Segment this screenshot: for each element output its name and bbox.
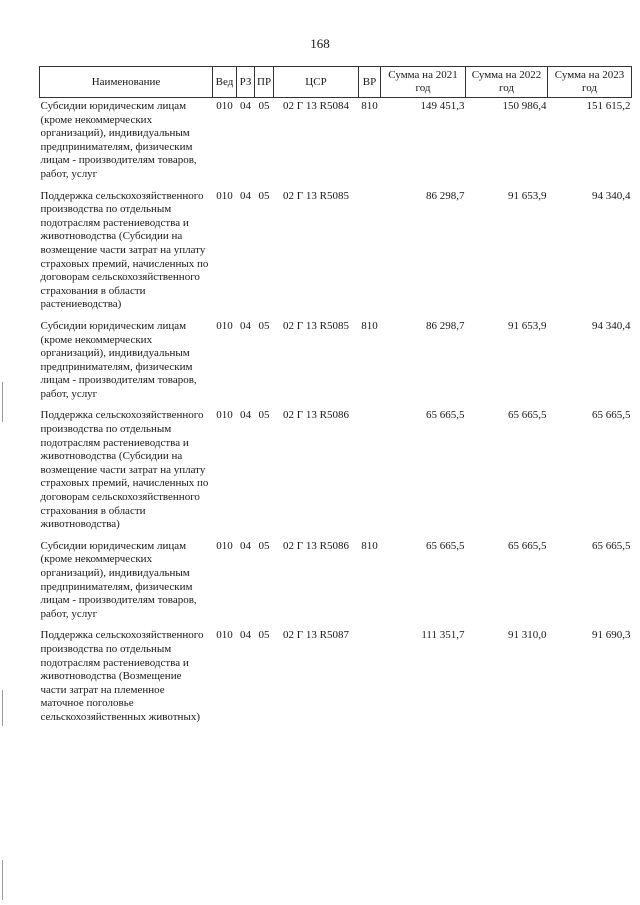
header-sum-2022: Сумма на 2022 год bbox=[466, 67, 548, 98]
row-pr: 05 bbox=[258, 319, 270, 332]
row-pr: 05 bbox=[258, 189, 270, 202]
row-ved: 010 bbox=[216, 409, 233, 422]
header-pr: ПР bbox=[255, 67, 274, 98]
row-vr: 810 bbox=[361, 319, 378, 332]
row-sum-2023: 94 340,4 bbox=[592, 189, 631, 202]
row-sum-2023: 65 665,5 bbox=[592, 539, 631, 552]
row-ved: 010 bbox=[216, 539, 233, 552]
row-name: Поддержка сельскохозяйственного производства по отдельным подотраслям растениеводства и животноводства (Субсидии на возмещение части затрат на уплату страховых премий, начисленных по договорам сельскохозяйственного страхования в области растениеводства) bbox=[40, 189, 209, 311]
row-sum-2021: 65 665,5 bbox=[426, 409, 465, 422]
header-name: Наименование bbox=[40, 67, 213, 98]
row-rz: 04 bbox=[240, 319, 251, 332]
row-rz: 04 bbox=[240, 100, 251, 112]
table-row bbox=[40, 627, 632, 730]
row-sum-2021: 86 298,7 bbox=[426, 189, 465, 202]
row-sum-2023: 91 690,3 bbox=[592, 629, 631, 642]
row-sum-2023: 94 340,4 bbox=[592, 319, 631, 332]
header-rz: РЗ bbox=[237, 67, 255, 98]
row-rz: 04 bbox=[240, 409, 251, 422]
table-row bbox=[40, 318, 632, 408]
row-sum-2021: 111 351,7 bbox=[421, 629, 465, 642]
row-ved: 010 bbox=[216, 189, 233, 202]
table-header-row bbox=[40, 67, 632, 98]
header-vr: ВР bbox=[359, 67, 381, 98]
row-vr bbox=[359, 407, 381, 537]
row-vr: 810 bbox=[361, 539, 378, 552]
row-sum-2022: 91 310,0 bbox=[508, 629, 547, 642]
budget-table bbox=[39, 66, 632, 731]
row-rz: 04 bbox=[240, 189, 251, 202]
row-vr bbox=[359, 188, 381, 318]
row-pr: 05 bbox=[258, 629, 270, 642]
row-vr: 810 bbox=[361, 100, 378, 112]
header-ved: Вед bbox=[213, 67, 237, 98]
table-row bbox=[40, 407, 632, 537]
row-pr: 05 bbox=[258, 100, 270, 112]
row-name: Субсидии юридическим лицам (кроме некоммерческих организаций), индивидуальным предпринимателям, физическим лицам - производителям товаров, работ, услуг bbox=[40, 319, 197, 400]
table-row bbox=[40, 188, 632, 318]
header-csr: ЦСР bbox=[274, 67, 359, 98]
row-name: Поддержка сельскохозяйственного производства по отдельным подотраслям растениеводства и животноводства (Субсидии на возмещение части затрат на уплату страховых премий, начисленных по договорам сельскохозяйственного страхования в области животноводства) bbox=[40, 409, 209, 531]
row-sum-2022: 65 665,5 bbox=[508, 539, 547, 552]
row-sum-2022: 150 986,4 bbox=[502, 100, 547, 112]
table-row bbox=[40, 98, 632, 188]
row-csr: 02 Г 13 R5086 bbox=[283, 539, 349, 552]
row-name: Субсидии юридическим лицам (кроме некоммерческих организаций), индивидуальным предпринимателям, физическим лицам - производителям товаров, работ, услуг bbox=[40, 100, 197, 180]
row-name: Поддержка сельскохозяйственного производства по отдельным подотраслям растениеводства и животноводства (Возмещение части затрат на племенное маточное поголовье сельскохозяйственных животных) bbox=[40, 629, 204, 723]
header-sum-2023: Сумма на 2023 год bbox=[548, 67, 632, 98]
page-number: 168 bbox=[310, 36, 330, 51]
row-sum-2023: 65 665,5 bbox=[592, 409, 631, 422]
row-sum-2021: 65 665,5 bbox=[426, 539, 465, 552]
scan-edge-mark bbox=[2, 690, 3, 726]
row-pr: 05 bbox=[258, 539, 270, 552]
header-sum-2021: Сумма на 2021 год bbox=[381, 67, 466, 98]
row-name: Субсидии юридическим лицам (кроме некоммерческих организаций), индивидуальным предпринимателям, физическим лицам - производителям товаров, работ, услуг bbox=[40, 539, 197, 620]
row-ved: 010 bbox=[216, 629, 233, 642]
row-csr: 02 Г 13 R5085 bbox=[283, 319, 349, 332]
row-sum-2021: 86 298,7 bbox=[426, 319, 465, 332]
row-sum-2023: 151 615,2 bbox=[586, 100, 631, 112]
row-sum-2022: 91 653,9 bbox=[508, 189, 547, 202]
row-csr: 02 Г 13 R5084 bbox=[283, 100, 349, 112]
row-csr: 02 Г 13 R5087 bbox=[283, 629, 349, 642]
row-csr: 02 Г 13 R5086 bbox=[283, 409, 349, 422]
row-sum-2022: 91 653,9 bbox=[508, 319, 547, 332]
row-pr: 05 bbox=[258, 409, 270, 422]
row-vr bbox=[359, 627, 381, 730]
row-sum-2022: 65 665,5 bbox=[508, 409, 547, 422]
row-ved: 010 bbox=[216, 100, 233, 112]
table-row bbox=[40, 538, 632, 628]
row-csr: 02 Г 13 R5085 bbox=[283, 189, 349, 202]
row-rz: 04 bbox=[240, 629, 251, 642]
row-sum-2021: 149 451,3 bbox=[420, 100, 465, 112]
row-ved: 010 bbox=[216, 319, 233, 332]
scan-edge-mark bbox=[2, 382, 3, 422]
scan-edge-mark bbox=[2, 860, 3, 900]
row-rz: 04 bbox=[240, 539, 251, 552]
